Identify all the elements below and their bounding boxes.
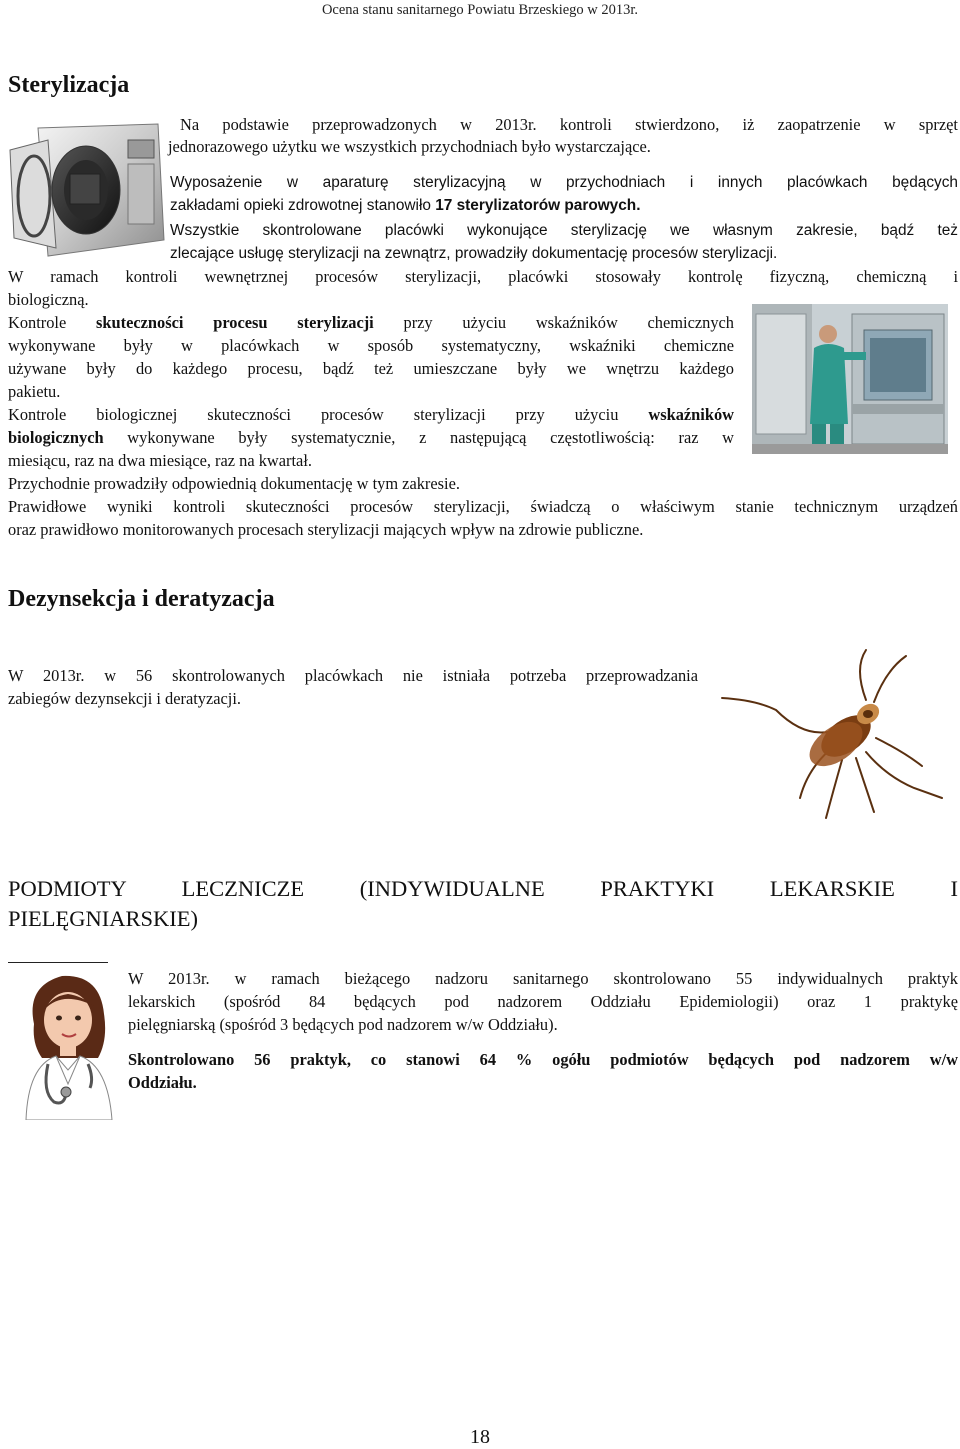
paragraph-8-line-2: oraz prawidłowo monitorowanych procesach sterylizacji mających wpływ na zdrowie publiczne. xyxy=(8,520,644,539)
p5-text-a: Kontrole xyxy=(8,313,97,332)
paragraph-8-line-1: Prawidłowe wyniki kontroli skuteczności procesów sterylizacji, świadczą o właściwym stanie technicznym urządzeń xyxy=(8,497,958,516)
page-number: 18 xyxy=(470,1426,490,1448)
sterilizer-count: 17 sterylizatorów parowych. xyxy=(435,197,641,214)
paragraph-3-line-2: zlecające usługę sterylizacji na zewnątrz, prowadziły dokumentację procesów sterylizacji. xyxy=(170,245,778,262)
paragraph-2-line-2 xyxy=(170,195,958,217)
p5-bold: skuteczności procesu sterylizacji xyxy=(96,313,374,332)
section3-p1-line-2: lekarskich (spośród 84 będących pod nadzorem Oddziału Epidemiologii) oraz 1 praktykę xyxy=(128,992,958,1011)
heading-podmioty-line-1: PODMIOTY LECZNICZE (INDYWIDUALNE PRAKTYKI LEKARSKIE I xyxy=(8,876,958,901)
section3-p2-line-2: Oddziału. xyxy=(128,1073,197,1092)
section2-line-1: W 2013r. w 56 skontrolowanych placówkach nie istniała potrzeba przeprowadzania xyxy=(8,666,698,685)
paragraph-4-line-2: biologiczną. xyxy=(8,290,89,309)
p6-bold-b: biologicznych xyxy=(8,428,104,447)
heading-sterylizacja: Sterylizacja xyxy=(8,72,130,98)
heading-dezynsekcja: Dezynsekcja i deratyzacja xyxy=(8,586,275,612)
paragraph-2-line-1: Wyposażenie w aparaturę sterylizacyjną w przychodniach i innych placówkach będących xyxy=(170,174,958,191)
sterilization-room-photo xyxy=(752,304,948,454)
paragraph-5-line-1 xyxy=(8,312,734,334)
section3-p2-line-1: Skontrolowano 56 praktyk, co stanowi 64 % ogółu podmiotów będących pod nadzorem w/w xyxy=(128,1050,958,1069)
p6-bold-a: wskaźników xyxy=(648,405,734,424)
paragraph-5-line-4: pakietu. xyxy=(8,382,61,401)
paragraph-2-text: zakładami opieki zdrowotnej stanowiło xyxy=(170,197,436,214)
paragraph-6-line-1 xyxy=(8,404,734,426)
sterilizer-image xyxy=(8,120,166,260)
paragraph-6-line-3: miesiącu, raz na dwa miesiące, raz na kwartał. xyxy=(8,451,312,470)
section3-p1-line-1: W 2013r. w ramach bieżącego nadzoru sanitarnego skontrolowano 55 indywidualnych praktyk xyxy=(128,969,958,988)
paragraph-1-line-2: jednorazowego użytku we wszystkich przychodniach było wystarczające. xyxy=(168,137,651,156)
paragraph-3-line-1: Wszystkie skontrolowane placówki wykonujące sterylizację we własnym zakresie, bądź też xyxy=(170,222,958,239)
running-header: Ocena stanu sanitarnego Powiatu Brzeskiego w 2013r. xyxy=(321,2,639,18)
paragraph-5-line-2: wykonywane były w placówkach w sposób systematyczny, wskaźniki chemiczne xyxy=(8,336,734,355)
section3-p1-line-3: pielęgniarską (spośród 3 będących pod nadzorem w/w Oddziału). xyxy=(128,1015,558,1034)
p6-text-a: Kontrole biologicznej skuteczności procesów sterylizacji przy użyciu xyxy=(8,405,649,424)
paragraph-7: Przychodnie prowadziły odpowiednią dokumentację w tym zakresie. xyxy=(8,474,460,493)
heading-podmioty-line-2: PIELĘGNIARSKIE) xyxy=(8,906,198,931)
p6-text-b: wykonywane były systematycznie, z następującą częstotliwością: raz w xyxy=(103,428,734,447)
paragraph-1-line-1: Na podstawie przeprowadzonych w 2013r. kontroli stwierdzono, iż zaopatrzenie w sprzęt xyxy=(180,115,958,134)
paragraph-6-line-2 xyxy=(8,427,734,449)
nurse-illustration xyxy=(12,966,130,1120)
paragraph-5-line-3: używane były do każdego procesu, bądź też umieszczane były we wnętrzu każdego xyxy=(8,359,734,378)
p5-text-c: przy użyciu wskaźników chemicznych xyxy=(373,313,734,332)
section2-line-2: zabiegów dezynsekcji i deratyzacji. xyxy=(8,689,241,708)
cockroach-image xyxy=(716,648,956,828)
divider-line xyxy=(8,962,108,963)
paragraph-4-line-1: W ramach kontroli wewnętrznej procesów sterylizacji, placówki stosowały kontrolę fizyczną, chemiczną i xyxy=(8,267,958,286)
